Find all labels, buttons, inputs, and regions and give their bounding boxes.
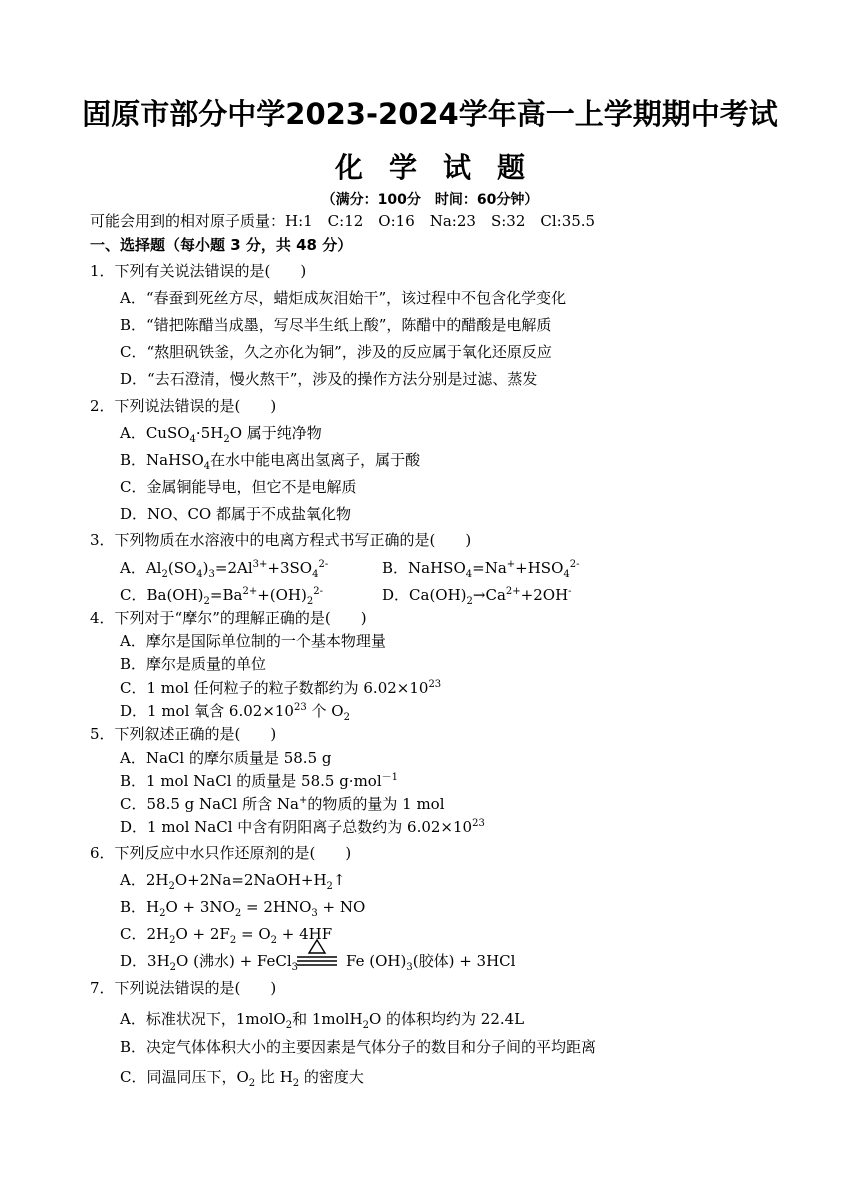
question-2-option-d: D．NO、CO 都属于不成盐氧化物 <box>120 505 351 523</box>
question-1-option-c: C．“熬胆矾铁釜，久之亦化为铜”，涉及的反应属于氧化还原反应 <box>120 343 552 361</box>
heating-equal-sign-icon <box>295 937 331 967</box>
question-2-option-b: B．NaHSO$_4$在水中能电离出氢离子，属于酸 <box>120 451 421 472</box>
question-4-option-c: C．1 mol 任何粒子的粒子数都约为 $6.02\times 10^{23}$ <box>120 679 442 697</box>
question-1-option-d: D．“去石澄清，慢火熬干”，涉及的操作方法分别是过滤、蒸发 <box>120 370 538 388</box>
question-1-stem: 1．下列有关说法错误的是( ) <box>90 262 307 280</box>
question-6-option-d: D．$3H_2O$ (沸水) + FeCl$_3$ Fe $(OH)_3$(胶体) + 3HCl <box>120 952 516 973</box>
question-7-option-c: C．同温同压下，$O_2$ 比 $H_2$ 的密度大 <box>120 1068 364 1089</box>
question-2-stem: 2．下列说法错误的是( ) <box>90 397 277 415</box>
question-5-option-d: D．1 mol NaCl 中含有阴阳离子总数约为 $6.02\times 10^{23}$ <box>120 818 485 836</box>
question-3-option-b: B．$NaHSO_4=Na^++HSO_4^{2-}$ <box>382 559 580 580</box>
question-5-stem: 5．下列叙述正确的是( ) <box>90 725 277 743</box>
question-2-option-c: C．金属铜能导电，但它不是电解质 <box>120 478 357 496</box>
exam-info: （满分：100分 时间：60分钟） <box>321 192 539 208</box>
question-6-option-b: B．$H_2O + 3NO_2 = 2HNO_3$ + NO <box>120 898 366 919</box>
question-4-option-d: D．1 mol 氧含 $6.02\times 10^{23}$ 个 $O_2$ <box>120 702 350 723</box>
question-7-option-a: A．标准状况下，1molO$_2$和 1molH$_2$O 的体积均约为 22.4L <box>120 1010 525 1031</box>
question-3-option-c: C．$Ba(OH)_2=Ba^{2+}+(OH)_2^{2-}$ <box>120 586 323 607</box>
question-4-option-a: A．摩尔是国际单位制的一个基本物理量 <box>120 632 386 650</box>
question-1-option-a: A．“春蚕到死丝方尽，蜡炬成灰泪始干”，该过程中不包含化学变化 <box>120 289 567 307</box>
exam-title: 固原市部分中学2023-2024学年高一上学期期中考试 <box>82 97 778 131</box>
question-6-option-c: C．$2H_2O + 2F_2 = O_2 + 4HF$ <box>120 925 333 946</box>
question-5-option-b: B．1 mol NaCl 的质量是 58.5 g·mol$^{-1}$ <box>120 772 398 790</box>
question-4-option-b: B．摩尔是质量的单位 <box>120 655 267 673</box>
question-5-option-a: A．NaCl 的摩尔质量是 58.5 g <box>120 749 332 767</box>
question-7-stem: 7．下列说法错误的是( ) <box>90 979 277 997</box>
question-1-option-b: B．“错把陈醋当成墨，写尽半生纸上酸”，陈醋中的醋酸是电解质 <box>120 316 552 334</box>
question-3-stem: 3．下列物质在水溶液中的电离方程式书写正确的是( ) <box>90 531 472 549</box>
question-2-option-a: A．$CuSO_4\cdot 5H_2O$ 属于纯净物 <box>120 424 322 445</box>
question-3-option-a: A．$Al_2(SO_4)_3=2Al^{3+}+3SO_4^{2-}$ <box>120 559 329 580</box>
section-heading: 一、选择题（每小题 3 分，共 48 分） <box>90 236 353 254</box>
question-4-stem: 4．下列对于“摩尔”的理解正确的是( ) <box>90 609 367 627</box>
question-6-option-a: A．$2H_2O+2Na=2NaOH+H_2↑$ <box>120 871 346 892</box>
question-7-option-b: B．决定气体体积大小的主要因素是气体分子的数目和分子间的平均距离 <box>120 1038 597 1056</box>
question-3-option-d: D．$Ca(OH)_2\to Ca^{2+}+2OH^-$ <box>382 586 572 607</box>
question-5-option-c: C．58.5 g NaCl 所含 Na+的物质的量为 1 mol <box>120 795 445 813</box>
atomic-masses: 可能会用到的相对原子质量：H:1 C:12 O:16 Na:23 S:32 Cl:35.5 <box>90 212 596 230</box>
subject-title: 化学试题 <box>334 151 551 184</box>
question-6-stem: 6．下列反应中水只作还原剂的是( ) <box>90 844 352 862</box>
